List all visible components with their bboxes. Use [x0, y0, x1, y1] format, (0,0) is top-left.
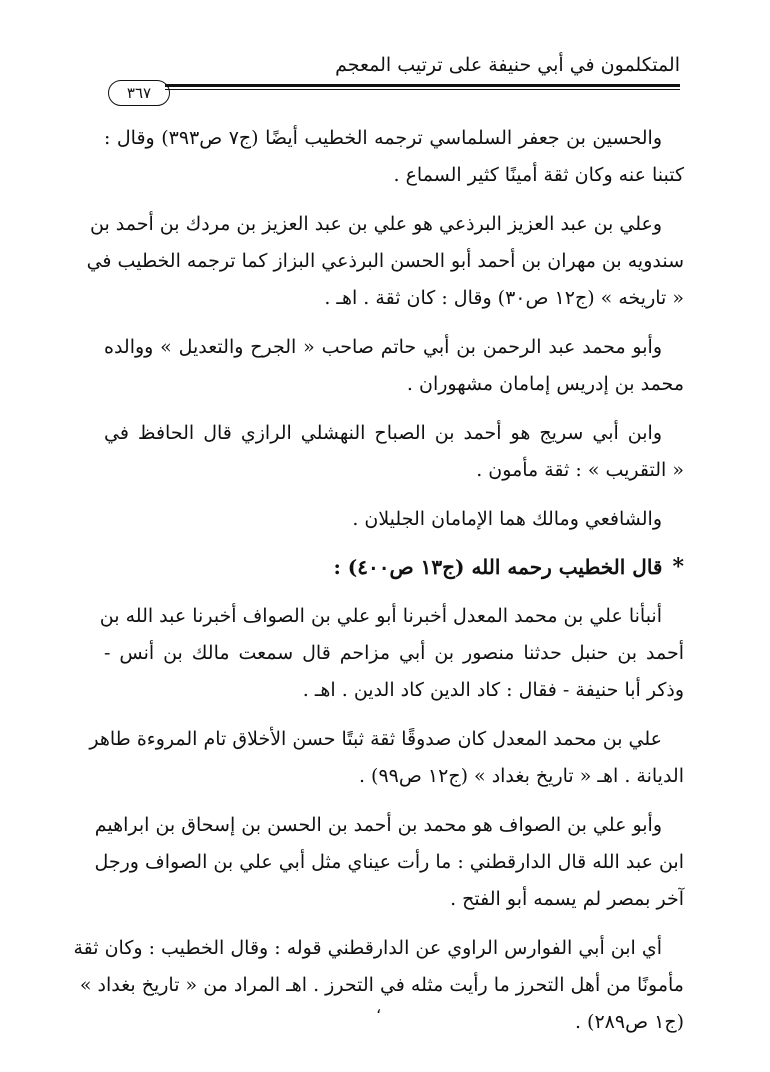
text-line: كتبنا عنه وكان ثقة أمينًا كثير السماع . [393, 164, 684, 186]
text-line: سندويه بن مهران بن أحمد أبو الحسن البرذعي البزاز كما ترجمه الخطيب في [86, 250, 684, 272]
text-line: « التقريب » : ثقة مأمون . [476, 459, 684, 481]
text-line: علي بن محمد المعدل كان صدوقًا ثقة ثبتًا حسن الأخلاق تام المروءة طاهر [89, 728, 662, 750]
paragraph [99, 598, 684, 709]
text-line: محمد بن إدريس إمامان مشهوران . [406, 373, 684, 395]
header-title: المتكلمون في أبي حنيفة على ترتيب المعجم [335, 54, 680, 76]
text-line: وذكر أبا حنيفة - فقال : كاد الدين كاد الدين . اهـ . [302, 679, 684, 701]
header-rule-thick [165, 84, 680, 87]
section-heading [104, 548, 684, 586]
text-line: وأبو علي بن الصواف هو محمد بن أحمد بن الحسن بن إسحاق بن ابراهيم [94, 814, 662, 836]
paragraph [104, 329, 684, 403]
text-line: « تاريخه » (ج١٢ ص٣٠) وقال : كان ثقة . اهـ . [324, 287, 684, 309]
paragraph [104, 501, 684, 538]
header-rule-thin [165, 89, 680, 90]
paragraph [104, 120, 684, 194]
text-line: آخر بمصر لم يسمه أبو الفتح . [450, 888, 684, 910]
running-header [112, 52, 680, 82]
page-number: ٣٦٧ [108, 80, 170, 106]
paragraph [104, 415, 684, 489]
body-text [73, 120, 684, 1053]
footer-mark: ، [376, 998, 382, 1017]
paragraph [94, 807, 684, 918]
text-line: أي ابن أبي الفوارس الراوي عن الدارقطني قوله : وقال الخطيب : وكان ثقة [73, 937, 662, 959]
text-line: والحسين بن جعفر السلماسي ترجمه الخطيب أيضًا (ج٧ ص٣٩٣) وقال : [104, 127, 662, 149]
text-line: الديانة . اهـ « تاريخ بغداد » (ج١٢ ص٩٩) . [358, 765, 684, 787]
text-line: أنبأنا علي بن محمد المعدل أخبرنا أبو علي بن الصواف أخبرنا عبد الله بن [99, 605, 662, 627]
heading-text: قال الخطيب رحمه الله (ج١٣ ص٤٠٠) : [333, 555, 663, 579]
text-line: (ج١ ص٢٨٩) . [574, 1011, 684, 1033]
paragraph [89, 721, 684, 795]
text-line: وابن أبي سريج هو أحمد بن الصباح النهشلي الرازي قال الحافظ في [104, 422, 662, 444]
text-line: أحمد بن حنبل حدثنا منصور بن أبي مزاحم قال سمعت مالك بن أنس - [104, 642, 684, 664]
paragraph [73, 930, 684, 1041]
text-line: وأبو محمد عبد الرحمن بن أبي حاتم صاحب « الجرح والتعديل » ووالده [104, 336, 662, 358]
text-line: وعلي بن عبد العزيز البرذعي هو علي بن عبد العزيز بن مردك بن أحمد بن [90, 213, 662, 235]
text-line: والشافعي ومالك هما الإمامان الجليلان . [352, 508, 662, 530]
text-line: مأمونًا من أهل التحرز ما رأيت مثله في التحرز . اهـ المراد من « تاريخ بغداد » [79, 974, 684, 996]
text-line: ابن عبد الله قال الدارقطني : ما رأت عيناي مثل أبي علي بن الصواف ورجل [94, 851, 684, 873]
paragraph [86, 206, 684, 317]
star-marker: * [672, 554, 684, 580]
